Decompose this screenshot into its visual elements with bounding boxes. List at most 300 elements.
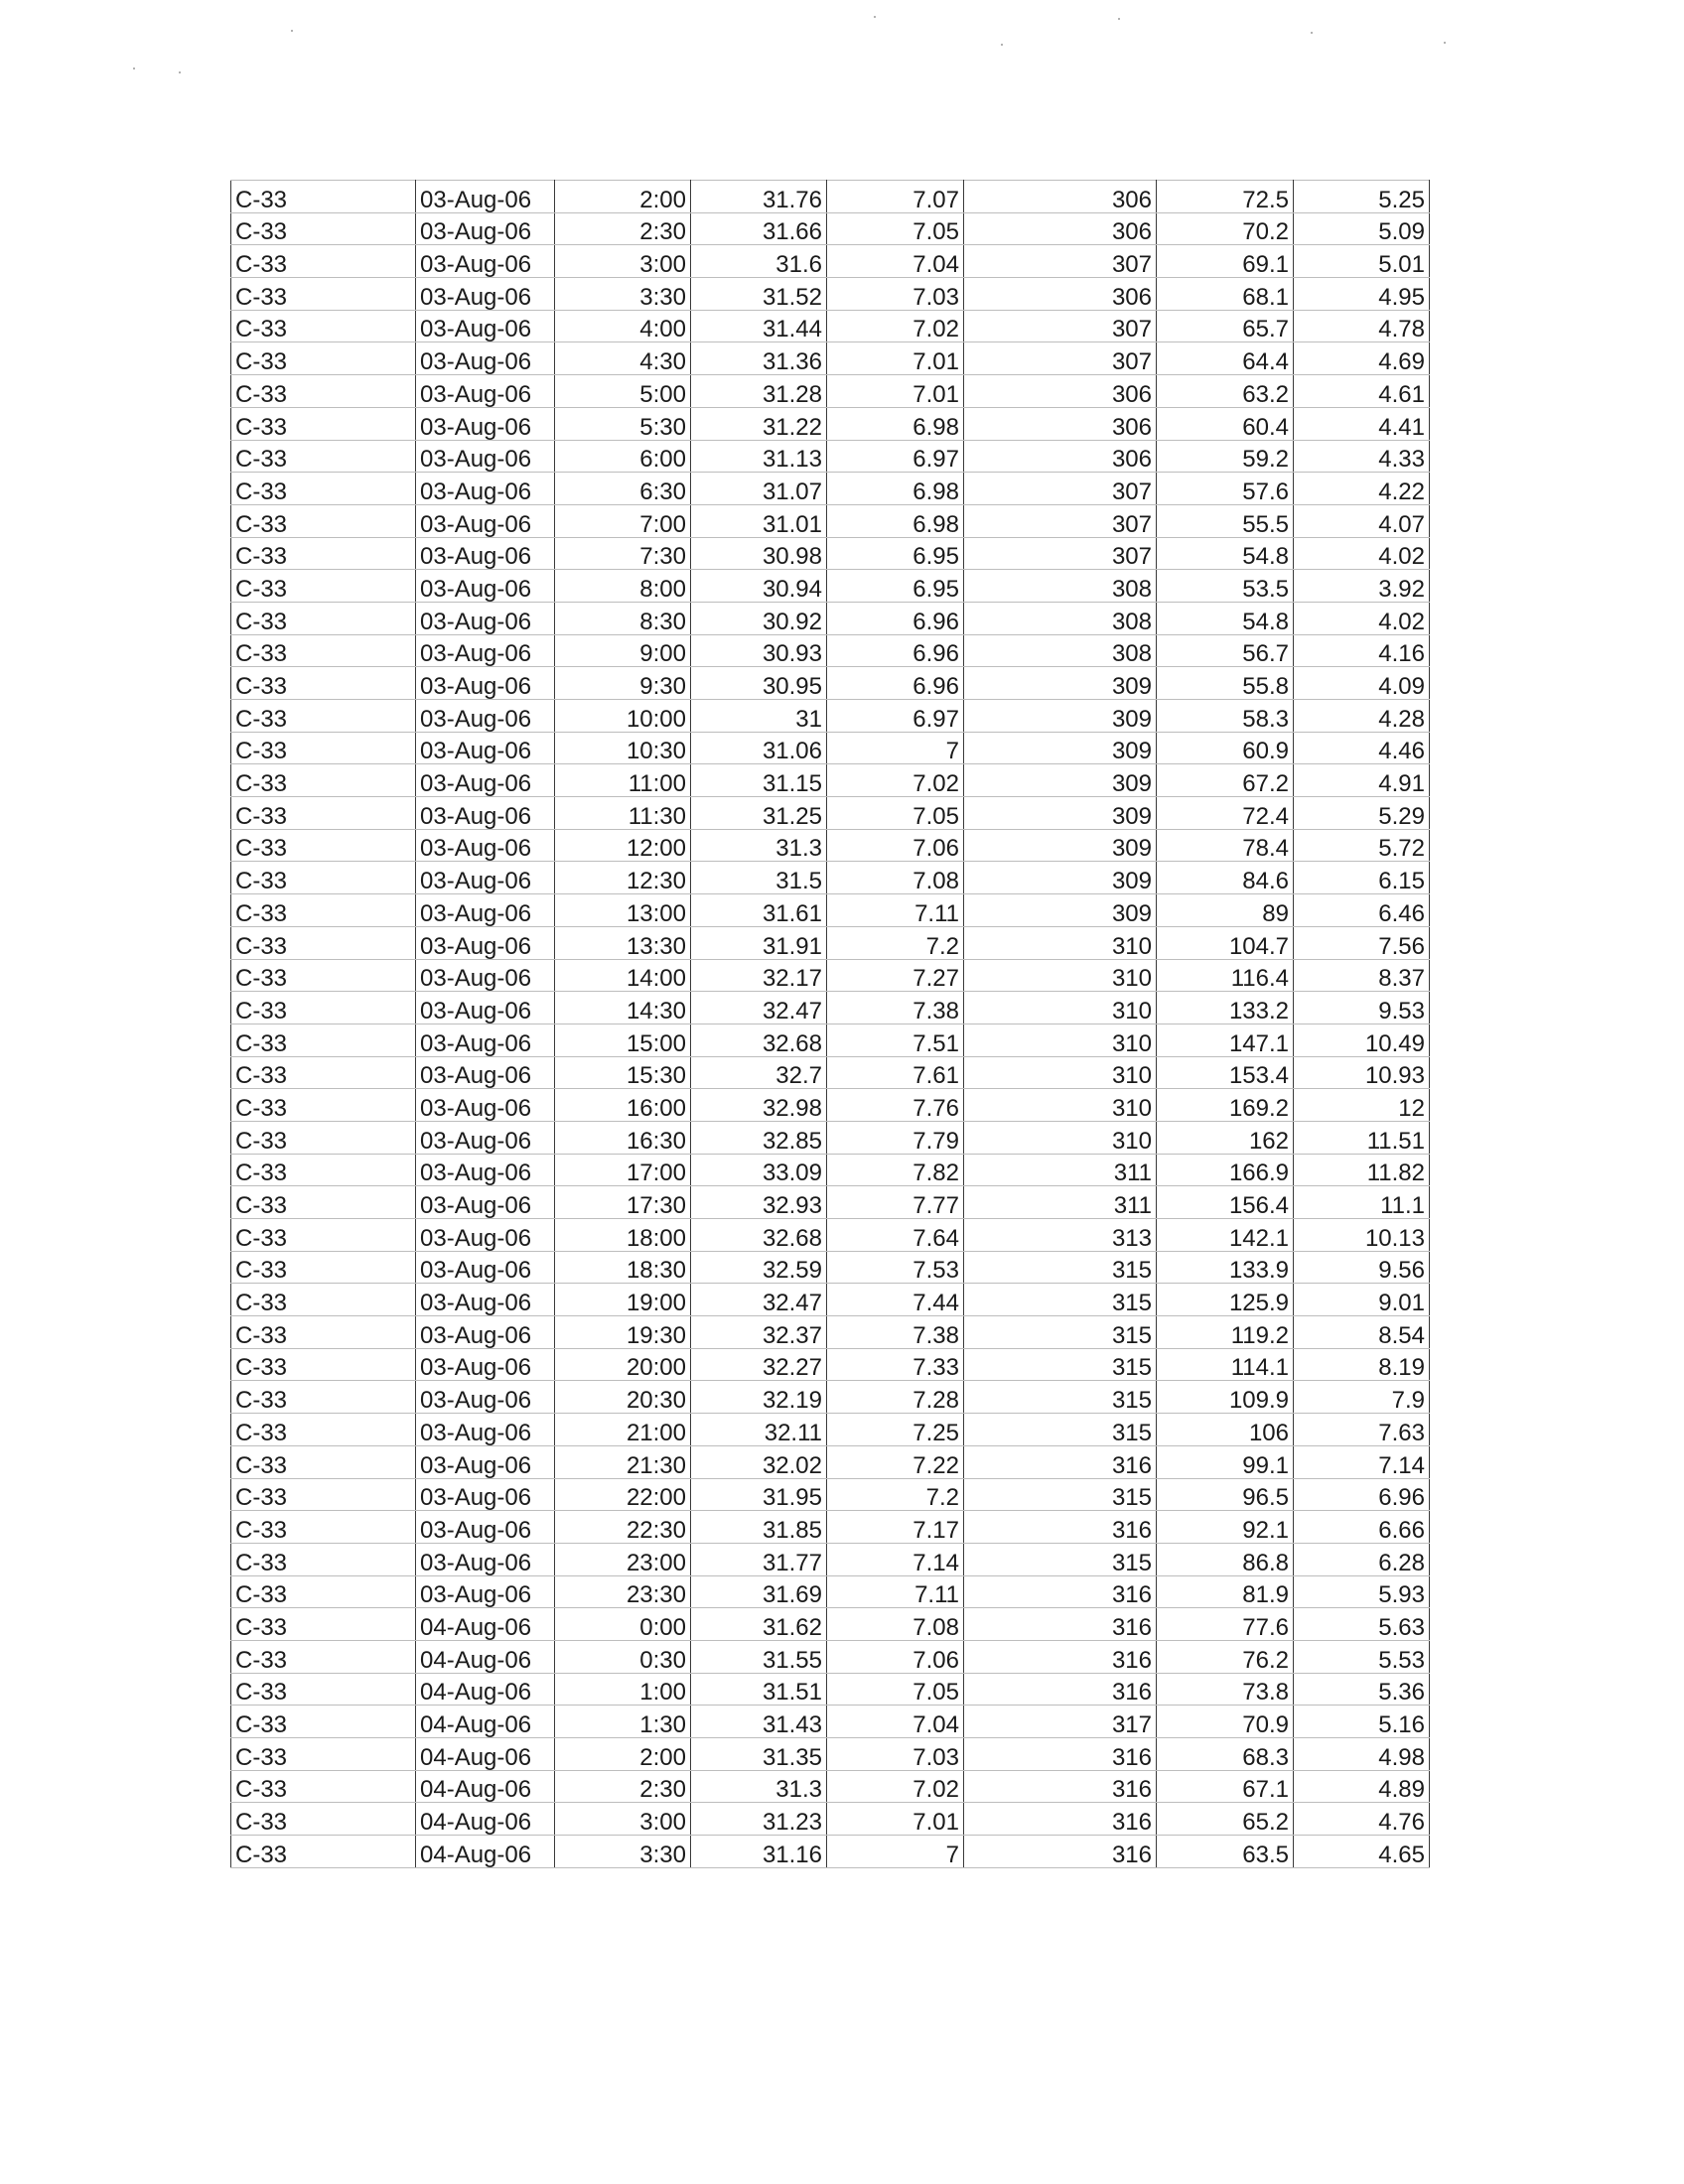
time-cell: 4:30 <box>555 342 691 375</box>
value-2-cell: 7.11 <box>827 894 964 927</box>
value-5-cell: 11.51 <box>1294 1121 1430 1154</box>
value-3-cell: 308 <box>964 570 1157 603</box>
station-id-cell: C-33 <box>231 992 416 1024</box>
time-cell: 12:30 <box>555 862 691 894</box>
time-cell: 5:30 <box>555 407 691 440</box>
value-3-cell: 306 <box>964 375 1157 408</box>
time-cell: 8:30 <box>555 602 691 634</box>
value-5-cell: 9.01 <box>1294 1284 1430 1316</box>
value-5-cell: 6.15 <box>1294 862 1430 894</box>
table-row <box>231 667 1430 700</box>
value-2-cell: 7.01 <box>827 1803 964 1836</box>
date-cell: 03-Aug-06 <box>416 700 555 733</box>
value-4-cell: 53.5 <box>1157 570 1294 603</box>
station-id-cell: C-33 <box>231 1348 416 1381</box>
station-id-cell: C-33 <box>231 504 416 537</box>
value-2-cell: 6.96 <box>827 602 964 634</box>
time-cell: 10:30 <box>555 732 691 764</box>
value-5-cell: 11.1 <box>1294 1186 1430 1219</box>
value-5-cell: 5.63 <box>1294 1608 1430 1641</box>
value-3-cell: 310 <box>964 1024 1157 1056</box>
value-2-cell: 7.2 <box>827 1478 964 1511</box>
date-cell: 03-Aug-06 <box>416 375 555 408</box>
data-table <box>230 180 1430 1868</box>
time-cell: 3:30 <box>555 278 691 311</box>
time-cell: 15:00 <box>555 1024 691 1056</box>
value-1-cell: 31.55 <box>691 1640 827 1673</box>
table-body <box>231 181 1430 1868</box>
station-id-cell: C-33 <box>231 212 416 245</box>
station-id-cell: C-33 <box>231 375 416 408</box>
value-4-cell: 76.2 <box>1157 1640 1294 1673</box>
value-5-cell: 5.29 <box>1294 797 1430 830</box>
value-1-cell: 32.93 <box>691 1186 827 1219</box>
value-4-cell: 54.8 <box>1157 537 1294 570</box>
value-5-cell: 6.66 <box>1294 1511 1430 1544</box>
station-id-cell: C-33 <box>231 764 416 797</box>
time-cell: 4:00 <box>555 310 691 342</box>
date-cell: 03-Aug-06 <box>416 1414 555 1446</box>
value-1-cell: 31.95 <box>691 1478 827 1511</box>
station-id-cell: C-33 <box>231 602 416 634</box>
value-5-cell: 4.07 <box>1294 504 1430 537</box>
value-4-cell: 89 <box>1157 894 1294 927</box>
value-1-cell: 32.59 <box>691 1251 827 1284</box>
value-3-cell: 315 <box>964 1251 1157 1284</box>
date-cell: 03-Aug-06 <box>416 1348 555 1381</box>
value-5-cell: 4.95 <box>1294 278 1430 311</box>
value-5-cell: 4.61 <box>1294 375 1430 408</box>
value-3-cell: 309 <box>964 862 1157 894</box>
value-2-cell: 6.98 <box>827 473 964 505</box>
value-2-cell: 7.06 <box>827 1640 964 1673</box>
station-id-cell: C-33 <box>231 310 416 342</box>
station-id-cell: C-33 <box>231 1186 416 1219</box>
time-cell: 11:30 <box>555 797 691 830</box>
station-id-cell: C-33 <box>231 1543 416 1575</box>
value-3-cell: 317 <box>964 1706 1157 1738</box>
value-1-cell: 31.36 <box>691 342 827 375</box>
value-2-cell: 7.38 <box>827 992 964 1024</box>
value-4-cell: 162 <box>1157 1121 1294 1154</box>
value-1-cell: 32.7 <box>691 1056 827 1089</box>
table-row <box>231 310 1430 342</box>
date-cell: 03-Aug-06 <box>416 212 555 245</box>
time-cell: 9:30 <box>555 667 691 700</box>
date-cell: 03-Aug-06 <box>416 407 555 440</box>
station-id-cell: C-33 <box>231 1121 416 1154</box>
date-cell: 03-Aug-06 <box>416 1121 555 1154</box>
value-1-cell: 33.09 <box>691 1154 827 1186</box>
scan-speck <box>1118 18 1120 20</box>
value-4-cell: 57.6 <box>1157 473 1294 505</box>
value-2-cell: 7.79 <box>827 1121 964 1154</box>
value-5-cell: 5.72 <box>1294 829 1430 862</box>
table-row <box>231 862 1430 894</box>
value-4-cell: 65.2 <box>1157 1803 1294 1836</box>
table-row <box>231 1284 1430 1316</box>
time-cell: 21:00 <box>555 1414 691 1446</box>
value-2-cell: 7.08 <box>827 862 964 894</box>
value-5-cell: 4.28 <box>1294 700 1430 733</box>
scan-speck <box>291 30 293 32</box>
time-cell: 11:00 <box>555 764 691 797</box>
value-4-cell: 147.1 <box>1157 1024 1294 1056</box>
station-id-cell: C-33 <box>231 1608 416 1641</box>
value-3-cell: 307 <box>964 537 1157 570</box>
value-3-cell: 308 <box>964 634 1157 667</box>
value-1-cell: 32.17 <box>691 959 827 992</box>
value-1-cell: 31.22 <box>691 407 827 440</box>
value-4-cell: 68.3 <box>1157 1738 1294 1771</box>
value-4-cell: 70.9 <box>1157 1706 1294 1738</box>
time-cell: 15:30 <box>555 1056 691 1089</box>
time-cell: 2:30 <box>555 1770 691 1803</box>
value-1-cell: 31.51 <box>691 1673 827 1706</box>
station-id-cell: C-33 <box>231 959 416 992</box>
station-id-cell: C-33 <box>231 1056 416 1089</box>
value-1-cell: 31.01 <box>691 504 827 537</box>
value-5-cell: 4.22 <box>1294 473 1430 505</box>
date-cell: 03-Aug-06 <box>416 829 555 862</box>
date-cell: 03-Aug-06 <box>416 1511 555 1544</box>
station-id-cell: C-33 <box>231 732 416 764</box>
value-5-cell: 4.09 <box>1294 667 1430 700</box>
time-cell: 18:30 <box>555 1251 691 1284</box>
date-cell: 04-Aug-06 <box>416 1803 555 1836</box>
date-cell: 03-Aug-06 <box>416 1381 555 1414</box>
date-cell: 03-Aug-06 <box>416 862 555 894</box>
value-4-cell: 72.4 <box>1157 797 1294 830</box>
station-id-cell: C-33 <box>231 342 416 375</box>
value-2-cell: 7.04 <box>827 1706 964 1738</box>
value-5-cell: 4.65 <box>1294 1836 1430 1868</box>
value-5-cell: 4.91 <box>1294 764 1430 797</box>
value-1-cell: 31.16 <box>691 1836 827 1868</box>
station-id-cell: C-33 <box>231 245 416 278</box>
value-5-cell: 4.98 <box>1294 1738 1430 1771</box>
date-cell: 03-Aug-06 <box>416 1024 555 1056</box>
value-1-cell: 31.28 <box>691 375 827 408</box>
station-id-cell: C-33 <box>231 829 416 862</box>
time-cell: 14:30 <box>555 992 691 1024</box>
date-cell: 03-Aug-06 <box>416 1056 555 1089</box>
value-4-cell: 68.1 <box>1157 278 1294 311</box>
table-row <box>231 797 1430 830</box>
table-row <box>231 245 1430 278</box>
value-1-cell: 32.47 <box>691 992 827 1024</box>
value-2-cell: 6.96 <box>827 634 964 667</box>
date-cell: 03-Aug-06 <box>416 1089 555 1122</box>
value-3-cell: 307 <box>964 342 1157 375</box>
value-3-cell: 310 <box>964 959 1157 992</box>
value-3-cell: 315 <box>964 1381 1157 1414</box>
value-2-cell: 6.95 <box>827 537 964 570</box>
station-id-cell: C-33 <box>231 894 416 927</box>
station-id-cell: C-33 <box>231 1511 416 1544</box>
value-4-cell: 142.1 <box>1157 1219 1294 1252</box>
value-5-cell: 6.96 <box>1294 1478 1430 1511</box>
date-cell: 04-Aug-06 <box>416 1608 555 1641</box>
value-2-cell: 7.01 <box>827 342 964 375</box>
value-1-cell: 32.68 <box>691 1219 827 1252</box>
time-cell: 3:00 <box>555 1803 691 1836</box>
value-1-cell: 31.6 <box>691 245 827 278</box>
value-3-cell: 315 <box>964 1478 1157 1511</box>
value-2-cell: 6.97 <box>827 700 964 733</box>
value-3-cell: 316 <box>964 1445 1157 1478</box>
value-4-cell: 63.2 <box>1157 375 1294 408</box>
value-1-cell: 32.02 <box>691 1445 827 1478</box>
value-2-cell: 6.98 <box>827 407 964 440</box>
date-cell: 04-Aug-06 <box>416 1738 555 1771</box>
value-4-cell: 169.2 <box>1157 1089 1294 1122</box>
value-5-cell: 7.9 <box>1294 1381 1430 1414</box>
table-row <box>231 1089 1430 1122</box>
time-cell: 8:00 <box>555 570 691 603</box>
value-2-cell: 7.04 <box>827 245 964 278</box>
table-row <box>231 1543 1430 1575</box>
value-5-cell: 7.56 <box>1294 926 1430 959</box>
value-5-cell: 11.82 <box>1294 1154 1430 1186</box>
time-cell: 23:30 <box>555 1575 691 1608</box>
value-1-cell: 32.47 <box>691 1284 827 1316</box>
value-5-cell: 6.46 <box>1294 894 1430 927</box>
date-cell: 03-Aug-06 <box>416 504 555 537</box>
table-row <box>231 1186 1430 1219</box>
value-2-cell: 7.14 <box>827 1543 964 1575</box>
value-4-cell: 70.2 <box>1157 212 1294 245</box>
value-2-cell: 7.02 <box>827 310 964 342</box>
station-id-cell: C-33 <box>231 537 416 570</box>
value-1-cell: 31.06 <box>691 732 827 764</box>
date-cell: 03-Aug-06 <box>416 602 555 634</box>
value-3-cell: 307 <box>964 504 1157 537</box>
time-cell: 13:30 <box>555 926 691 959</box>
station-id-cell: C-33 <box>231 1803 416 1836</box>
value-1-cell: 31.61 <box>691 894 827 927</box>
value-3-cell: 309 <box>964 667 1157 700</box>
value-4-cell: 109.9 <box>1157 1381 1294 1414</box>
value-1-cell: 31.44 <box>691 310 827 342</box>
station-id-cell: C-33 <box>231 1316 416 1349</box>
table-row <box>231 407 1430 440</box>
value-5-cell: 7.63 <box>1294 1414 1430 1446</box>
date-cell: 03-Aug-06 <box>416 440 555 473</box>
value-5-cell: 3.92 <box>1294 570 1430 603</box>
table-row <box>231 894 1430 927</box>
time-cell: 7:30 <box>555 537 691 570</box>
value-5-cell: 6.28 <box>1294 1543 1430 1575</box>
value-4-cell: 72.5 <box>1157 181 1294 213</box>
value-1-cell: 32.27 <box>691 1348 827 1381</box>
station-id-cell: C-33 <box>231 1154 416 1186</box>
value-1-cell: 32.68 <box>691 1024 827 1056</box>
value-4-cell: 96.5 <box>1157 1478 1294 1511</box>
value-4-cell: 78.4 <box>1157 829 1294 862</box>
table-row <box>231 1803 1430 1836</box>
value-1-cell: 32.11 <box>691 1414 827 1446</box>
value-3-cell: 310 <box>964 1121 1157 1154</box>
value-1-cell: 31.91 <box>691 926 827 959</box>
table-row <box>231 764 1430 797</box>
value-3-cell: 309 <box>964 700 1157 733</box>
value-5-cell: 10.13 <box>1294 1219 1430 1252</box>
value-3-cell: 316 <box>964 1673 1157 1706</box>
value-2-cell: 7.28 <box>827 1381 964 1414</box>
value-3-cell: 309 <box>964 829 1157 862</box>
value-4-cell: 55.5 <box>1157 504 1294 537</box>
value-4-cell: 133.9 <box>1157 1251 1294 1284</box>
scan-speck <box>1001 44 1003 46</box>
value-3-cell: 315 <box>964 1414 1157 1446</box>
time-cell: 19:00 <box>555 1284 691 1316</box>
value-4-cell: 77.6 <box>1157 1608 1294 1641</box>
table-row <box>231 1640 1430 1673</box>
table-row <box>231 1316 1430 1349</box>
value-5-cell: 5.01 <box>1294 245 1430 278</box>
value-3-cell: 315 <box>964 1284 1157 1316</box>
table-row <box>231 375 1430 408</box>
table-row <box>231 342 1430 375</box>
value-5-cell: 5.09 <box>1294 212 1430 245</box>
value-5-cell: 4.76 <box>1294 1803 1430 1836</box>
time-cell: 17:30 <box>555 1186 691 1219</box>
time-cell: 5:00 <box>555 375 691 408</box>
table-row <box>231 1511 1430 1544</box>
value-1-cell: 31.07 <box>691 473 827 505</box>
date-cell: 03-Aug-06 <box>416 959 555 992</box>
value-4-cell: 106 <box>1157 1414 1294 1446</box>
value-2-cell: 7.33 <box>827 1348 964 1381</box>
value-1-cell: 30.93 <box>691 634 827 667</box>
value-3-cell: 310 <box>964 926 1157 959</box>
table-row <box>231 634 1430 667</box>
value-3-cell: 306 <box>964 181 1157 213</box>
value-4-cell: 54.8 <box>1157 602 1294 634</box>
time-cell: 2:00 <box>555 181 691 213</box>
value-5-cell: 4.89 <box>1294 1770 1430 1803</box>
date-cell: 03-Aug-06 <box>416 310 555 342</box>
value-2-cell: 7.02 <box>827 764 964 797</box>
value-3-cell: 309 <box>964 732 1157 764</box>
station-id-cell: C-33 <box>231 667 416 700</box>
time-cell: 3:30 <box>555 1836 691 1868</box>
value-3-cell: 315 <box>964 1316 1157 1349</box>
value-5-cell: 5.16 <box>1294 1706 1430 1738</box>
station-id-cell: C-33 <box>231 440 416 473</box>
value-3-cell: 310 <box>964 992 1157 1024</box>
station-id-cell: C-33 <box>231 700 416 733</box>
value-5-cell: 10.49 <box>1294 1024 1430 1056</box>
value-2-cell: 7 <box>827 1836 964 1868</box>
time-cell: 13:00 <box>555 894 691 927</box>
value-4-cell: 64.4 <box>1157 342 1294 375</box>
time-cell: 2:00 <box>555 1738 691 1771</box>
value-5-cell: 4.16 <box>1294 634 1430 667</box>
station-id-cell: C-33 <box>231 1640 416 1673</box>
date-cell: 03-Aug-06 <box>416 797 555 830</box>
value-1-cell: 30.94 <box>691 570 827 603</box>
time-cell: 20:30 <box>555 1381 691 1414</box>
value-1-cell: 32.85 <box>691 1121 827 1154</box>
value-1-cell: 32.98 <box>691 1089 827 1122</box>
date-cell: 03-Aug-06 <box>416 342 555 375</box>
value-3-cell: 306 <box>964 440 1157 473</box>
value-1-cell: 31.25 <box>691 797 827 830</box>
time-cell: 9:00 <box>555 634 691 667</box>
value-2-cell: 7 <box>827 732 964 764</box>
date-cell: 03-Aug-06 <box>416 181 555 213</box>
value-2-cell: 7.64 <box>827 1219 964 1252</box>
station-id-cell: C-33 <box>231 797 416 830</box>
value-1-cell: 31.77 <box>691 1543 827 1575</box>
date-cell: 03-Aug-06 <box>416 1575 555 1608</box>
value-5-cell: 8.37 <box>1294 959 1430 992</box>
value-5-cell: 5.36 <box>1294 1673 1430 1706</box>
value-5-cell: 7.14 <box>1294 1445 1430 1478</box>
time-cell: 12:00 <box>555 829 691 862</box>
value-1-cell: 31.23 <box>691 1803 827 1836</box>
station-id-cell: C-33 <box>231 862 416 894</box>
value-2-cell: 7.82 <box>827 1154 964 1186</box>
table-row <box>231 440 1430 473</box>
value-2-cell: 7.05 <box>827 797 964 830</box>
table-row <box>231 1445 1430 1478</box>
value-1-cell: 31.69 <box>691 1575 827 1608</box>
value-1-cell: 30.92 <box>691 602 827 634</box>
station-id-cell: C-33 <box>231 1836 416 1868</box>
value-5-cell: 4.41 <box>1294 407 1430 440</box>
station-id-cell: C-33 <box>231 926 416 959</box>
value-3-cell: 313 <box>964 1219 1157 1252</box>
value-3-cell: 309 <box>964 894 1157 927</box>
station-id-cell: C-33 <box>231 1706 416 1738</box>
date-cell: 03-Aug-06 <box>416 473 555 505</box>
table-row <box>231 1154 1430 1186</box>
table-row <box>231 1414 1430 1446</box>
time-cell: 7:00 <box>555 504 691 537</box>
value-5-cell: 4.69 <box>1294 342 1430 375</box>
station-id-cell: C-33 <box>231 570 416 603</box>
value-2-cell: 7.25 <box>827 1414 964 1446</box>
value-3-cell: 316 <box>964 1608 1157 1641</box>
value-2-cell: 7.2 <box>827 926 964 959</box>
value-2-cell: 7.03 <box>827 278 964 311</box>
scan-speck <box>1444 42 1446 44</box>
value-3-cell: 316 <box>964 1511 1157 1544</box>
table-row <box>231 1251 1430 1284</box>
value-4-cell: 99.1 <box>1157 1445 1294 1478</box>
value-4-cell: 59.2 <box>1157 440 1294 473</box>
time-cell: 6:30 <box>555 473 691 505</box>
time-cell: 2:30 <box>555 212 691 245</box>
table-row <box>231 504 1430 537</box>
table-row <box>231 602 1430 634</box>
station-id-cell: C-33 <box>231 1673 416 1706</box>
table-row <box>231 1024 1430 1056</box>
value-4-cell: 125.9 <box>1157 1284 1294 1316</box>
value-3-cell: 310 <box>964 1089 1157 1122</box>
value-5-cell: 12 <box>1294 1089 1430 1122</box>
value-2-cell: 7.05 <box>827 1673 964 1706</box>
value-4-cell: 55.8 <box>1157 667 1294 700</box>
date-cell: 04-Aug-06 <box>416 1640 555 1673</box>
scan-speck <box>874 16 876 18</box>
value-4-cell: 67.1 <box>1157 1770 1294 1803</box>
value-3-cell: 310 <box>964 1056 1157 1089</box>
station-id-cell: C-33 <box>231 1738 416 1771</box>
